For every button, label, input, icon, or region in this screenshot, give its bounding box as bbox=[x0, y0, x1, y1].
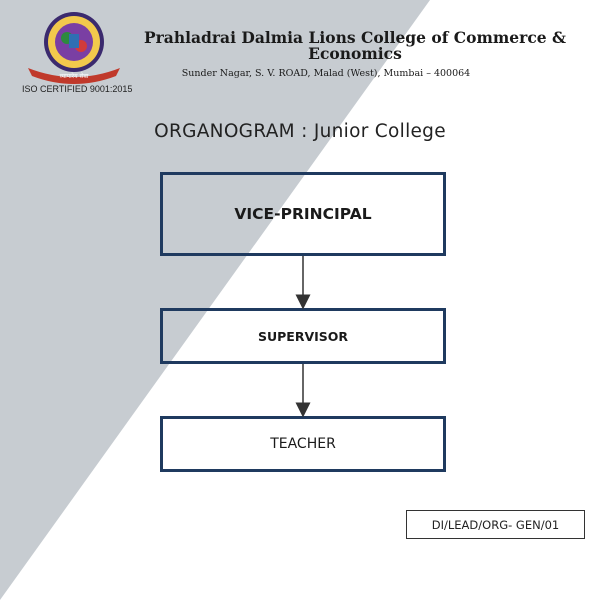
node-vice-principal: VICE-PRINCIPAL bbox=[160, 172, 446, 256]
node-supervisor: SUPERVISOR bbox=[160, 308, 446, 364]
college-name: Prahladrai Dalmia Lions College of Commerce & Economics bbox=[143, 28, 567, 63]
iso-certification: ISO CERTIFIED 9001:2015 bbox=[22, 84, 133, 94]
organogram-title: ORGANOGRAM : Junior College bbox=[154, 121, 446, 142]
node-teacher: TEACHER bbox=[160, 416, 446, 472]
college-address: Sunder Nagar, S. V. ROAD, Malad (West), Mumbai – 400064 bbox=[181, 68, 471, 79]
document-code: DI/LEAD/ORG- GEN/01 bbox=[406, 510, 585, 539]
logo-motto: व्यापारेय सेवा bbox=[59, 73, 89, 80]
college-logo bbox=[22, 10, 126, 84]
